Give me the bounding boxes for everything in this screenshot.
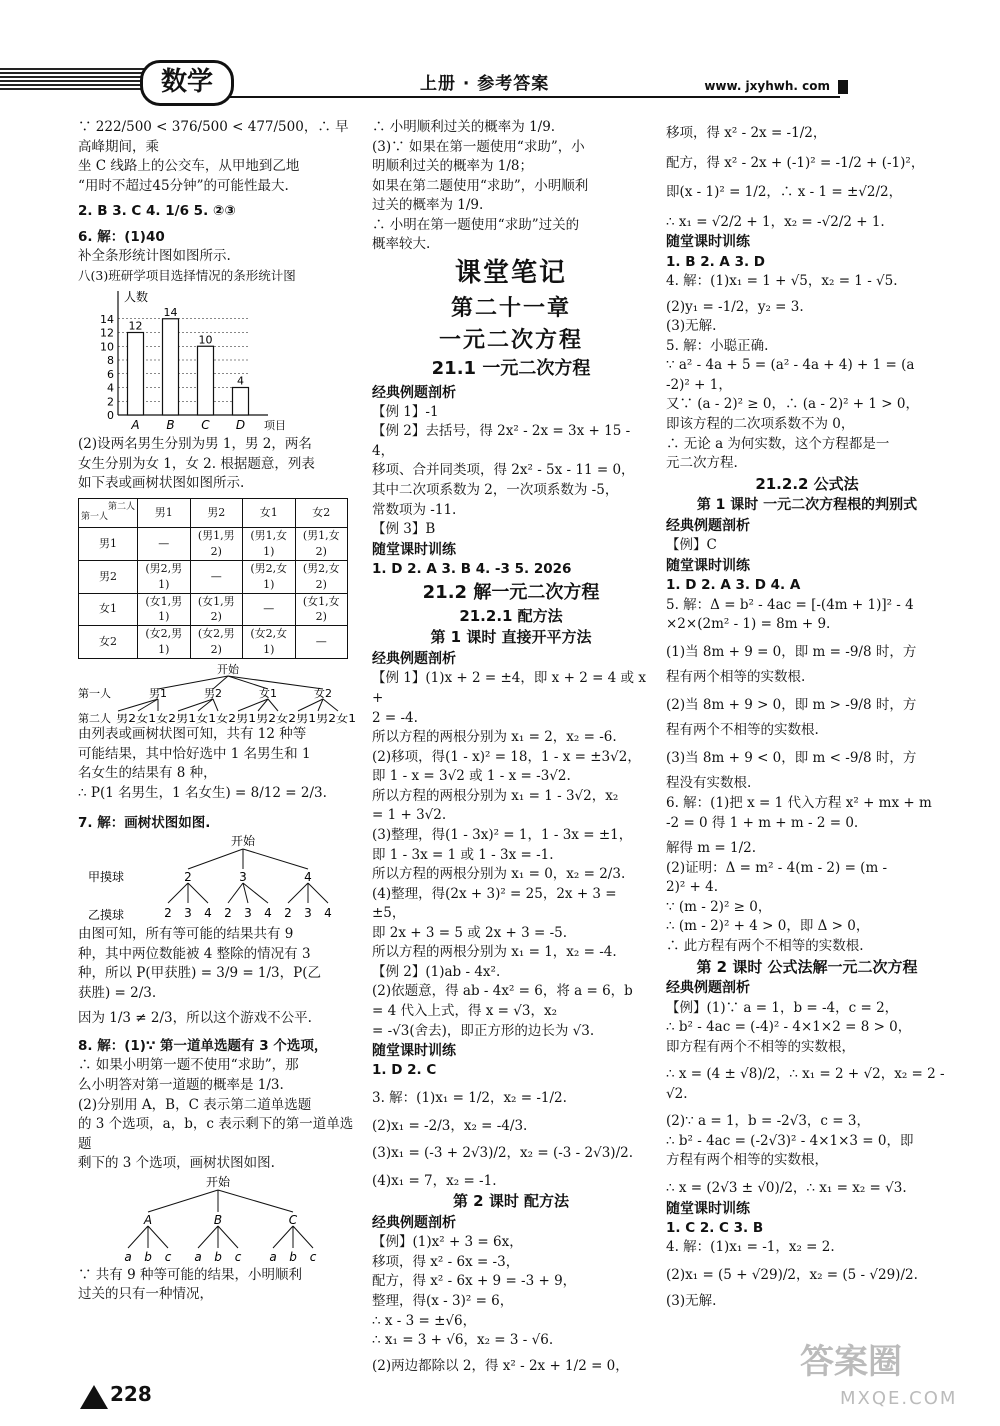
text-line: 其中二次项系数为 2，一次项系数为 -5， bbox=[372, 482, 619, 499]
table-cell: 男1 bbox=[79, 527, 138, 560]
subsection-label: 随堂课时训练 bbox=[372, 1043, 456, 1060]
subsection-label: 经典例题剖析 bbox=[372, 1215, 456, 1232]
text-line: 常数项为 -11. bbox=[372, 501, 457, 518]
bar bbox=[233, 388, 249, 416]
table-col-header: 男1 bbox=[138, 498, 191, 527]
text-line: ∴ 小明顺利过关的概率为 1/9. bbox=[372, 119, 556, 135]
text-line: (3)当 8m + 9 < 0，即 m < -9/8 时，方 bbox=[666, 749, 917, 766]
answer-line: 2. B 3. C 4. 1/6 5. ②③ bbox=[78, 203, 236, 220]
answer-line: 1. D 2. A 3. B 4. -3 5. 2026 bbox=[372, 561, 572, 578]
y-tick-label: 4 bbox=[107, 381, 114, 395]
tree3-leaf: c bbox=[309, 1249, 317, 1264]
tree3-leaf: c bbox=[164, 1249, 172, 1264]
table-row bbox=[79, 593, 348, 626]
text-line: (3)无解. bbox=[666, 318, 717, 335]
text-line: 5. 解：小聪正确. bbox=[666, 337, 769, 354]
text-line: 可能结果，其中恰好选中 1 名男生和 1 bbox=[78, 745, 311, 762]
text-line: (1)当 8m + 9 = 0，即 m = -9/8 时，方 bbox=[666, 643, 917, 660]
text-line: 又∵ (a - 2)² ≥ 0，∴ (a - 2)² + 1 > 0， bbox=[666, 396, 919, 413]
text-line: ∴ 如果小明第一题不使用“求助”，那 bbox=[78, 1057, 299, 1074]
text-line: 即 2x + 3 = 5 或 2x + 3 = -5. bbox=[372, 924, 568, 941]
table-header-first: 第一人 bbox=[81, 511, 109, 522]
x-axis-label: 项目 bbox=[264, 419, 286, 433]
subsection-label: 随堂课时训练 bbox=[666, 1200, 750, 1217]
text-line: ∴ x = (4 ± √8)/2，∴ x₁ = 2 + √2，x₂ = 2 - √2. bbox=[666, 1066, 945, 1102]
header-block bbox=[838, 80, 848, 94]
text-line: (3)整理，得(1 - 3x)² = 1，1 - 3x = ±1， bbox=[372, 826, 633, 843]
text-line: 由图可知，所有等可能的结果共有 9 bbox=[78, 926, 294, 943]
subsection-label: 随堂课时训练 bbox=[666, 557, 750, 574]
text-line: 方程有两个相等的实数根， bbox=[666, 1152, 828, 1169]
tree2-node: 2 bbox=[184, 870, 192, 885]
text-line: 4. 解：(1)x₁ = -1，x₂ = 2. bbox=[666, 1239, 835, 1256]
tree2-leaf: 4 bbox=[264, 906, 272, 921]
text-line: (2)分别用 A，B，C 表示第二道单选题 bbox=[78, 1096, 312, 1113]
text-line: 过关的概率为 1/9. bbox=[372, 197, 484, 214]
tree2-label-2: 乙摸球 bbox=[88, 908, 125, 923]
text-line: (2)∵ a = 1，b = -2√3，c = 3， bbox=[666, 1113, 870, 1130]
table-cell: (女2,男2) bbox=[190, 626, 243, 659]
column-1 bbox=[78, 118, 360, 1305]
text-line: (2)依题意，得 ab - 4x² = 6，将 a = 6，b bbox=[372, 983, 633, 1000]
text-line: 即 1 - 3x = 1 或 1 - 3x = -1. bbox=[372, 846, 554, 863]
text-line: 2 = -4. bbox=[372, 709, 418, 726]
text-line: ∴ x = (2√3 ± √0)/2，∴ x₁ = x₂ = √3. bbox=[666, 1180, 907, 1197]
tree3-node: A bbox=[143, 1212, 153, 1227]
text-line: ∴ b² - 4ac = (-2√3)² - 4×1×3 = 0，即 bbox=[666, 1132, 914, 1149]
tree3-leaf: a bbox=[124, 1249, 132, 1264]
tree-diagram-1 bbox=[78, 663, 358, 725]
tree1-node: 女2 bbox=[314, 687, 332, 701]
text-line: 概率较大. bbox=[372, 236, 431, 253]
text-line: 所以方程的两根分别为 x₁ = 1，x₂ = -4. bbox=[372, 944, 617, 961]
table-cell: — bbox=[243, 593, 296, 626]
text-line: 【例】C bbox=[666, 537, 717, 554]
text-line: 所以方程的两根分别为 x₁ = 1 - 3√2，x₂ bbox=[372, 787, 619, 804]
text-line: ∵ 222/500 < 376/500 < 477/500，∴ 早高峰期间，乘 bbox=[78, 119, 349, 155]
table-cell: (男1,女2) bbox=[295, 527, 348, 560]
text-line: ∴ b² - 4ac = (-4)² - 4×1×2 = 8 > 0， bbox=[666, 1019, 912, 1036]
table-cell: — bbox=[190, 560, 243, 593]
text-line: -2 = 0 得 1 + m + m - 2 = 0. bbox=[666, 814, 859, 831]
text-line: 【例 1】(1)x + 2 = ±4，即 x + 2 = 4 或 x + bbox=[372, 670, 646, 707]
text-line: 程有两个不相等的实数根. bbox=[666, 722, 819, 739]
table-cell: (女1,男1) bbox=[138, 593, 191, 626]
table-row bbox=[79, 626, 348, 659]
page-number-label: 228 bbox=[110, 1382, 152, 1406]
table-cell: (男2,女2) bbox=[295, 560, 348, 593]
text-line: 配方，得 x² - 6x + 9 = -3 + 9， bbox=[372, 1273, 577, 1290]
lesson-heading: 第 2 课时 公式法解一元二次方程 bbox=[696, 957, 918, 976]
tree3-node: C bbox=[288, 1212, 298, 1227]
answer-line: 1. C 2. C 3. B bbox=[666, 1219, 764, 1236]
text-line: 2)² + 4. bbox=[666, 879, 719, 896]
answer-line: 1. B 2. A 3. D bbox=[666, 253, 766, 270]
table-col-header: 女1 bbox=[243, 498, 296, 527]
table-cell: — bbox=[295, 626, 348, 659]
text-line: ∴ 小明在第一题使用“求助”过关的 bbox=[372, 216, 580, 233]
text-line: ∵ 共有 9 种等可能的结果，小明顺利 bbox=[78, 1266, 302, 1283]
text-line: = 1 + 3√2. bbox=[372, 807, 447, 824]
tree3-leaf: c bbox=[234, 1249, 242, 1264]
tree3-leaf: b bbox=[144, 1249, 152, 1264]
tree3-leaf: b bbox=[214, 1249, 222, 1264]
text-line: 【例 2】去括号，得 2x² - 2x = 3x + 15 - 4， bbox=[372, 423, 631, 459]
table-row bbox=[79, 527, 348, 560]
table-cell: (男2,男1) bbox=[138, 560, 191, 593]
text-line: (2)移项，得(1 - x)² = 18，1 - x = ±3√2， bbox=[372, 748, 641, 765]
text-line: 女生分别为女 1，女 2. 根据题意，列表 bbox=[78, 455, 315, 472]
text-line: 如果在第二题使用“求助”，小明顺利 bbox=[372, 177, 589, 194]
text-line: 【例 3】B bbox=[372, 521, 436, 538]
subsection-label: 经典例题剖析 bbox=[372, 384, 456, 401]
table-cell: (男1,女1) bbox=[243, 527, 296, 560]
text-line: 么小明答对第一道题的概率是 1/3. bbox=[78, 1077, 284, 1093]
column-3 bbox=[666, 118, 948, 1311]
tree1-row2-nodes: 男2女1女2男1女1女2男1男2女2男1男2女1 bbox=[116, 713, 323, 726]
text-line: (2)x₁ = -2/3，x₂ = -4/3. bbox=[372, 1117, 528, 1134]
table-cell: (女2,女1) bbox=[243, 626, 296, 659]
table-cell: (男1,男2) bbox=[190, 527, 243, 560]
subsection-label: 随堂课时训练 bbox=[666, 234, 750, 251]
y-tick-label: 0 bbox=[107, 409, 114, 423]
y-axis-label: 人数 bbox=[124, 290, 149, 305]
text-line: 即(x - 1)² = 1/2，∴ x - 1 = ±√2/2， bbox=[666, 184, 903, 201]
text-line: ∴ (m - 2)² + 4 > 0，即 Δ > 0， bbox=[666, 918, 870, 935]
y-tick-label: 10 bbox=[100, 340, 114, 354]
tree1-start: 开始 bbox=[217, 663, 239, 677]
tree-diagram-3 bbox=[78, 1174, 358, 1266]
tree3-leaf: a bbox=[269, 1249, 277, 1264]
text-line: 解得 m = 1/2. bbox=[666, 840, 757, 857]
bar-value-label: 14 bbox=[163, 305, 178, 319]
text-line: 5. 解：Δ = b² - 4ac = [-(4m + 1)]² - 4 bbox=[666, 596, 914, 613]
answer-line: 6. 解：(1)40 bbox=[78, 228, 165, 245]
text-line: 元二次方程. bbox=[666, 455, 738, 472]
tree2-leaf: 3 bbox=[184, 906, 192, 921]
text-line: (2)两边都除以 2，得 x² - 2x + 1/2 = 0， bbox=[372, 1357, 629, 1374]
section-heading: 21.2 解一元二次方程 bbox=[422, 581, 600, 603]
lesson-heading: 第 2 课时 配方法 bbox=[452, 1192, 570, 1211]
answer-line: 1. D 2. C bbox=[372, 1062, 437, 1079]
table-header-second: 第二人 bbox=[107, 501, 135, 512]
text-line: (3)∵ 如果在第一题使用“求助”，小 bbox=[372, 138, 585, 155]
text-line: ∴ 此方程有两个不相等的实数根. bbox=[666, 937, 864, 954]
text-line: 【例】(1)x² + 3 = 6x， bbox=[372, 1234, 523, 1251]
page-number bbox=[80, 1380, 152, 1409]
y-tick-label: 6 bbox=[107, 367, 114, 381]
text-line: “用时不超过45分钟”的可能性最大. bbox=[78, 177, 289, 194]
text-line: 如下表或画树状图如图所示. bbox=[78, 475, 245, 492]
header-url: www. jxyhwh. com bbox=[704, 79, 830, 93]
tree1-row2-label: 第二人 bbox=[78, 712, 111, 726]
text-line: = 4 代入上式，得 x = √3，x₂ bbox=[372, 1003, 557, 1020]
y-tick-label: 2 bbox=[107, 395, 114, 409]
tree2-leaf: 3 bbox=[244, 906, 252, 921]
x-tick-label: A bbox=[131, 418, 140, 433]
text-line: ∴ 无论 a 为何实数，这个方程都是一 bbox=[666, 435, 890, 452]
tree3-leaf: a bbox=[194, 1249, 202, 1264]
tree-diagram-2 bbox=[78, 833, 358, 925]
text-line: 6. 解：(1)把 x = 1 代入方程 x² + mx + m bbox=[666, 795, 932, 811]
text-line: 坐 C 线路上的公交车，从甲地到乙地 bbox=[78, 158, 300, 175]
text-line: 过关的只有一种情况， bbox=[78, 1286, 213, 1303]
table-row bbox=[79, 560, 348, 593]
text-line: 名女生的结果有 8 种， bbox=[78, 765, 217, 782]
table-cell: 男2 bbox=[79, 560, 138, 593]
tree2-leaf: 4 bbox=[204, 906, 212, 921]
watermark-url: MXQE.COM bbox=[840, 1388, 958, 1409]
tree2-leaf: 2 bbox=[224, 906, 232, 921]
tree2-leaf: 4 bbox=[324, 906, 332, 921]
text-line: (4)x₁ = 7，x₂ = -1. bbox=[372, 1172, 497, 1189]
tree3-node: B bbox=[213, 1212, 223, 1227]
subsection-label: 经典例题剖析 bbox=[372, 651, 456, 668]
tree2-start: 开始 bbox=[230, 834, 256, 849]
page-header bbox=[0, 60, 1000, 106]
bar-chart bbox=[88, 285, 288, 435]
table-header-row bbox=[79, 498, 348, 527]
x-tick-label: C bbox=[201, 418, 210, 433]
text-line: 配方，得 x² - 2x + (-1)² = -1/2 + (-1)²， bbox=[666, 154, 925, 171]
chapter-title: 一元二次方程 bbox=[438, 327, 583, 353]
text-line: 所以方程的两根分别为 x₁ = 2，x₂ = -6. bbox=[372, 729, 617, 746]
text-line: 3. 解：(1)x₁ = 1/2，x₂ = -1/2. bbox=[372, 1090, 567, 1107]
answer-line: 8. 解：(1)∵ 第一道单选题有 3 个选项， bbox=[78, 1037, 328, 1054]
watermark: 答案圈 bbox=[800, 1342, 902, 1382]
chapter-number: 第二十一章 bbox=[450, 295, 571, 321]
bar bbox=[128, 333, 144, 416]
tree2-leaf: 2 bbox=[284, 906, 292, 921]
text-line: (4)整理，得(2x + 3)² = 25，2x + 3 = ±5， bbox=[372, 885, 617, 922]
text-line: ×2×(2m² - 1) = 8m + 9. bbox=[666, 616, 831, 633]
text-line: 移项，得 x² - 2x = -1/2， bbox=[666, 125, 827, 141]
y-tick-label: 8 bbox=[107, 354, 114, 368]
tree1-node: 女1 bbox=[259, 687, 277, 701]
lesson-heading: 第 1 课时 一元二次方程根的判别式 bbox=[696, 497, 918, 514]
text-line: ∵ a² - 4a + 5 = (a² - 4a + 4) + 1 = (a bbox=[666, 357, 915, 374]
text-line: 整理，得(x - 3)² = 6， bbox=[372, 1293, 514, 1310]
answer-line: 7. 解：画树状图如图. bbox=[78, 814, 211, 831]
chart-title: 八(3)班研学项目选择情况的条形统计图 bbox=[78, 267, 296, 283]
column-2 bbox=[372, 118, 650, 1376]
text-line: 种，所以 P(甲获胜) = 3/9 = 1/3，P(乙 bbox=[78, 965, 321, 982]
text-line: 明顺利过关的概率为 1/8； bbox=[372, 158, 534, 175]
text-line: 即 1 - x = 3√2 或 1 - x = -3√2. bbox=[372, 768, 571, 785]
lesson-heading: 第 1 课时 直接开平方法 bbox=[430, 628, 592, 647]
text-line: 即方程有两个不相等的实数根， bbox=[666, 1038, 855, 1055]
text-line: (2)当 8m + 9 > 0，即 m > -9/8 时，方 bbox=[666, 696, 917, 713]
text-line: 程没有实数根. bbox=[666, 775, 752, 792]
page-triangle-icon bbox=[80, 1385, 108, 1409]
bar-value-label: 4 bbox=[237, 374, 244, 388]
bar bbox=[163, 319, 179, 415]
table-cell: 女2 bbox=[79, 626, 138, 659]
subsection-heading: 21.2.2 公式法 bbox=[755, 474, 859, 493]
tree3-start: 开始 bbox=[205, 1174, 231, 1189]
header-title: 上册 · 参考答案 bbox=[420, 74, 550, 94]
text-line: ∴ x₁ = √2/2 + 1，x₂ = -√2/2 + 1. bbox=[666, 213, 885, 230]
outcome-table bbox=[78, 498, 348, 660]
table-cell: (女1,女2) bbox=[295, 593, 348, 626]
text-line: (3)无解. bbox=[666, 1292, 717, 1309]
table-corner bbox=[79, 498, 138, 527]
tree1-row1-label: 第一人 bbox=[78, 687, 111, 701]
tree2-node: 3 bbox=[239, 870, 247, 885]
text-line: 【例】(1)∵ a = 1，b = -4，c = 2， bbox=[666, 999, 899, 1016]
text-line: 因为 1/3 ≠ 2/3，所以这个游戏不公平. bbox=[78, 1010, 312, 1027]
subsection-heading: 21.2.1 配方法 bbox=[459, 606, 563, 625]
text-line: 由列表或画树状图可知，共有 12 种等 bbox=[78, 726, 307, 743]
text-line: ∵ (m - 2)² ≥ 0， bbox=[666, 898, 772, 915]
bar-value-label: 12 bbox=[128, 319, 143, 333]
y-tick-label: 12 bbox=[100, 326, 114, 340]
bar bbox=[198, 346, 214, 415]
subsection-label: 经典例题剖析 bbox=[666, 517, 750, 534]
text-line: ∴ x₁ = 3 + √6，x₂ = 3 - √6. bbox=[372, 1332, 554, 1349]
text-line: (2)y₁ = -1/2，y₂ = 3. bbox=[666, 298, 804, 315]
text-line: ∴ P(1 名男生，1 名女生) = 8/12 = 2/3. bbox=[78, 784, 327, 801]
text-line: 4. 解：(1)x₁ = 1 + √5，x₂ = 1 - √5. bbox=[666, 273, 898, 290]
text-line: (3)x₁ = (-3 + 2√3)/2，x₂ = (-3 - 2√3)/2. bbox=[372, 1145, 633, 1162]
text-line: 【例 2】(1)ab - 4x². bbox=[372, 963, 501, 980]
table-cell: — bbox=[138, 527, 191, 560]
x-tick-label: B bbox=[166, 418, 175, 433]
tree2-leaf: 2 bbox=[164, 906, 172, 921]
header-stripes bbox=[0, 68, 150, 90]
subsection-label: 随堂课时训练 bbox=[372, 541, 456, 558]
tree1-node: 男2 bbox=[204, 687, 222, 701]
table-col-header: 男2 bbox=[190, 498, 243, 527]
text-line: (2)证明：Δ = m² - 4(m - 2) = (m - bbox=[666, 859, 888, 876]
x-tick-label: D bbox=[235, 418, 246, 433]
text-line: 移项，得 x² - 6x = -3， bbox=[372, 1253, 520, 1270]
subsection-label: 经典例题剖析 bbox=[666, 980, 750, 997]
text-line: 程有两个相等的实数根. bbox=[666, 669, 806, 686]
y-tick-label: 14 bbox=[100, 312, 114, 326]
tree3-leaf: b bbox=[289, 1249, 297, 1264]
text-line: 种，其中两位数能被 4 整除的情况有 3 bbox=[78, 945, 311, 962]
text-line: 的 3 个选项，a，b，c 表示剩下的第一道单选题 bbox=[78, 1116, 354, 1152]
table-cell: (女2,男1) bbox=[138, 626, 191, 659]
section-heading: 21.1 一元二次方程 bbox=[431, 358, 591, 380]
text-line: 移项、合并同类项，得 2x² - 5x - 11 = 0， bbox=[372, 462, 635, 479]
text-line: ∴ x - 3 = ±√6， bbox=[372, 1312, 477, 1329]
text-line: 即该方程的二次项系数不为 0， bbox=[666, 416, 855, 433]
table-cell: (男2,女1) bbox=[243, 560, 296, 593]
tree2-node: 4 bbox=[304, 870, 312, 885]
text-line: 【例 1】-1 bbox=[372, 403, 439, 420]
tree2-leaf: 3 bbox=[304, 906, 312, 921]
text-line: 获胜) = 2/3. bbox=[78, 984, 157, 1001]
section-title: 课堂笔记 bbox=[454, 257, 567, 288]
table-cell: (女1,男2) bbox=[190, 593, 243, 626]
answer-line: 1. D 2. A 3. D 4. A bbox=[666, 576, 801, 593]
text-line: (2)x₁ = (5 + √29)/2，x₂ = (5 - √29)/2. bbox=[666, 1267, 918, 1284]
text-line: 所以方程的两根分别为 x₁ = 0，x₂ = 2/3. bbox=[372, 866, 626, 883]
text-line: -2)² + 1， bbox=[666, 376, 732, 393]
table-col-header: 女2 bbox=[295, 498, 348, 527]
tree2-label-1: 甲摸球 bbox=[88, 870, 125, 885]
text-line: 剩下的 3 个选项，画树状图如图. bbox=[78, 1155, 275, 1172]
text-line: 补全条形统计图如图所示. bbox=[78, 248, 231, 265]
table-cell: 女1 bbox=[79, 593, 138, 626]
text-line: (2)设两名男生分别为男 1，男 2，两名 bbox=[78, 436, 312, 453]
subject-logo: 数学 bbox=[140, 60, 234, 106]
tree1-node: 男1 bbox=[149, 687, 167, 701]
bar-value-label: 10 bbox=[198, 333, 213, 347]
text-line: = -√3(舍去)，即正方形的边长为 √3. bbox=[372, 1022, 595, 1039]
